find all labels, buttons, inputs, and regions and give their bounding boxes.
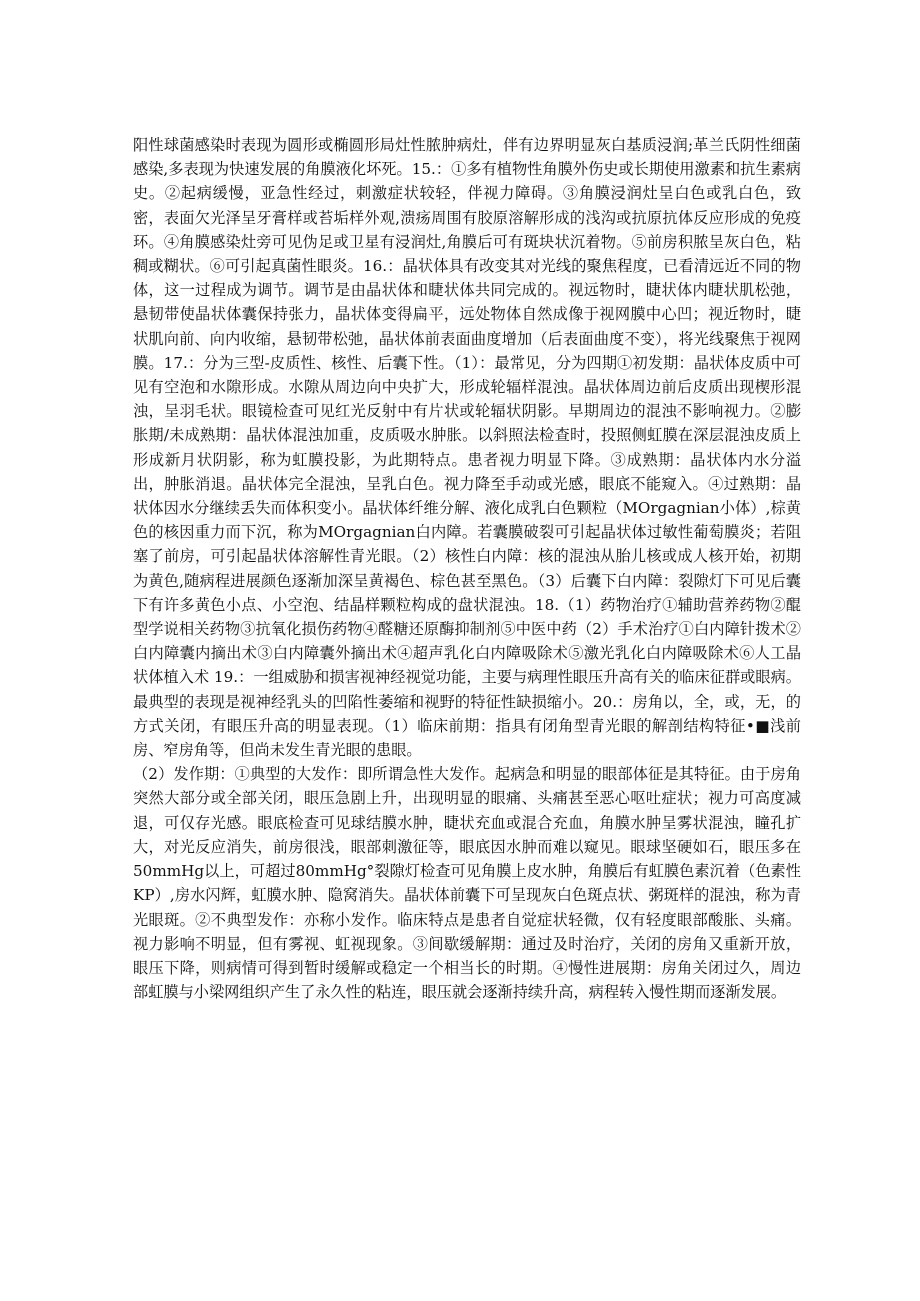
paragraph-1: 阳性球菌感染时表现为圆形或椭圆形局灶性脓肿病灶，伴有边界明显灰白基质浸润;革兰氏阴性细菌感染,多表现为快速发展的角膜液化坏死。15.：①多有植物性角膜外伤史或长期使用激素和抗生素病史。②起病缓慢，亚急性经过，刺激症状较轻，伴视力障碍。③角膜浸润灶呈白色或乳白色，致密，表面欠光泽呈牙膏样或苔垢样外观,溃疡周围有胶原溶解形成的浅沟或抗原抗体反应形成的免疫环。④角膜感染灶旁可见伪足或卫星有浸润灶,角膜后可有斑块状沉着物。⑤前房积脓呈灰白色，粘稠或糊状。⑥可引起真菌性眼炎。16.：晶状体具有改变其对光线的聚焦程度，已看清远近不同的物体，这一过程成为调节。调节是由晶状体和睫状体共同完成的。视远物时，睫状体内睫状肌松弛，悬韧带使晶状体囊保持张力，晶状体变得扁平，远处物体自然成像于视网膜中心凹；视近物时，睫状肌向前、向内收缩，悬韧带松弛，晶状体前表面曲度增加（后表面曲度不变），将光线聚焦于视网膜。17.：分为三型-皮质性、核性、后囊下性。（1）：最常见，分为四期①初发期：晶状体皮质中可见有空泡和水隙形成。水隙从周边向中央扩大，形成轮辐样混浊。晶状体周边前后皮质出现楔形混浊，呈羽毛状。眼镜检查可见红光反射中有片状或轮辐状阴影。早期周边的混浊不影响视力。②膨胀期/未成熟期：晶状体混浊加重，皮质吸水肿胀。以斜照法检查时，投照侧虹膜在深层混浊皮质上形成新月状阴影，称为虹膜投影，为此期特点。患者视力明显下降。③成熟期：晶状体内水分溢出，肿胀消退。晶状体完全混浊，呈乳白色。视力降至手动或光感，眼底不能窥入。④过熟期：晶状体因水分继续丢失而体积变小。晶状体纤维分解、液化成乳白色颗粒（MOrgagnian小体）,棕黄色的核因重力而下沉，称为MOrgagnian白内障。若囊膜破裂可引起晶状体过敏性葡萄膜炎；若阻塞了前房，可引起晶状体溶解性青光眼。（2）核性白内障：核的混浊从胎儿核或成人核开始，初期为黄色,随病程进展颜色逐渐加深呈黄褐色、棕色甚至黑色。（3）后囊下白内障：裂隙灯下可见后囊下有许多黄色小点、小空泡、结晶样颗粒构成的盘状混浊。18.（1）药物治疗①辅助营养药物②醌型学说相关药物③抗氧化损伤药物④醛糖还原酶抑制剂⑤中医中药（2）手术治疗①白内障针拨术②白内障囊内摘出术③白内障囊外摘出术④超声乳化白内障吸除术⑤激光乳化白内障吸除术⑥人工晶状体植入术 19.：一组威胁和损害视神经视觉功能，主要与病理性眼压升高有关的临床征群或眼病。最典型的表现是视神经乳头的凹陷性萎缩和视野的特征性缺损缩小。20.：房角以，全，或，无，的方式关闭，有眼压升高的明显表现。（1）临床前期：指具有闭角型青光眼的解剖结构特征•■浅前房、窄房角等，但尚未发生青光眼的患眼。 bbox=[133, 136, 801, 760]
document-body bbox=[133, 133, 801, 1004]
paragraph-2: （2）发作期：①典型的大发作：即所谓急性大发作。起病急和明显的眼部体征是其特征。由于房角突然大部分或全部关闭，眼压急剧上升，出现明显的眼痛、头痛甚至恶心呕吐症状；视力可高度减退，可仅存光感。眼底检查可见球结膜水肿，睫状充血或混合充血，角膜水肿呈雾状混浊，瞳孔扩大，对光反应消失，前房很浅，眼部刺激征等，眼底因水肿而难以窥见。眼球坚硬如石，眼压多在50mmHg以上，可超过80mmHg°裂隙灯检查可见角膜上皮水肿，角膜后有虹膜色素沉着（色素性KP）,房水闪辉，虹膜水肿、隐窝消失。晶状体前囊下可呈现灰白色斑点状、粥斑样的混浊，称为青光眼斑。②不典型发作：亦称小发作。临床特点是患者自觉症状轻微，仅有轻度眼部酸胀、头痛。视力影响不明显，但有雾视、虹视现象。③间歇缓解期：通过及时治疗，关闭的房角又重新开放，眼压下降，则病情可得到暂时缓解或稳定一个相当长的时期。④慢性进展期：房角关闭过久，周边部虹膜与小梁网组织产生了永久性的粘连，眼压就会逐渐持续升高，病程转入慢性期而逐渐发展。 bbox=[133, 765, 801, 1002]
